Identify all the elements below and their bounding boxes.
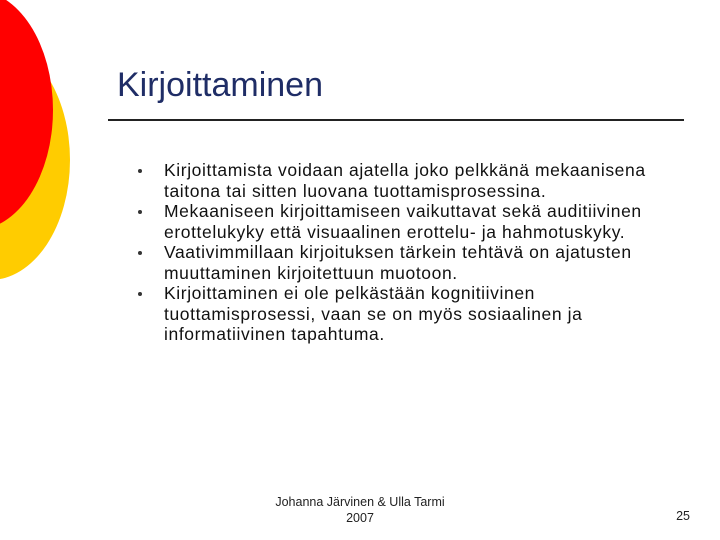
bullet-item [134,283,654,345]
bullet-item [134,201,654,242]
footer-authors: Johanna Järvinen & Ulla Tarmi [275,495,445,509]
bullet-text: Kirjoittamista voidaan ajatella joko pelkkänä mekaanisena taitona tai sitten luovana tuottamisprosessina. [164,160,646,201]
bullet-text: Kirjoittaminen ei ole pelkästään kognitiivinen tuottamisprosessi, vaan se on myös sosiaalinen ja informatiivinen tapahtuma. [164,283,583,344]
slide-footer [260,494,460,526]
bullet-text: Vaativimmillaan kirjoituksen tärkein tehtävä on ajatusten muuttaminen kirjoitettuun muotoon. [164,242,632,283]
decorative-circles [0,0,110,300]
title-divider [108,119,684,121]
bullet-icon [138,169,142,173]
bullet-text: Mekaaniseen kirjoittamiseen vaikuttavat sekä auditiivinen erottelukyky että visuaalinen erottelu- ja hahmotuskyky. [164,201,642,242]
footer-year: 2007 [346,511,374,525]
bullet-icon [138,251,142,255]
bullet-list [134,160,654,345]
bullet-icon [138,292,142,296]
bullet-icon [138,210,142,214]
bullet-item [134,160,654,201]
slide-title: Kirjoittaminen [117,66,323,104]
page-number: 25 [676,509,690,523]
bullet-item [134,242,654,283]
